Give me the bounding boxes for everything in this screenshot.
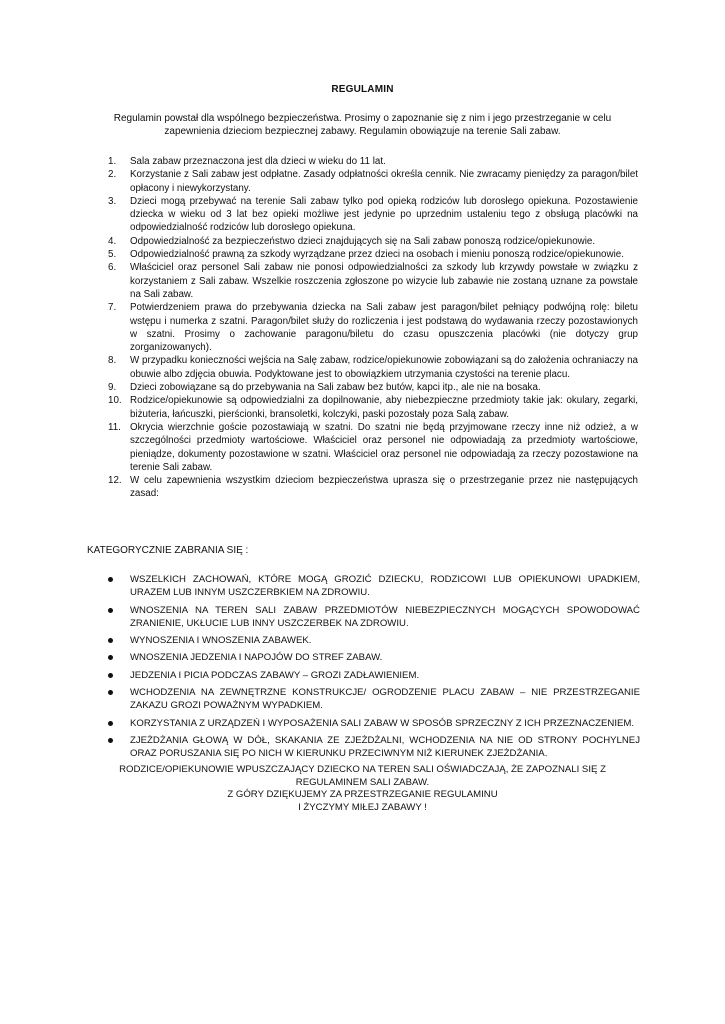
rule-text: Dzieci zobowiązane są do przebywania na Sali zabaw bez butów, kapci itp., ale nie na bosaka. <box>130 382 541 394</box>
rule-number: 6. <box>108 262 117 274</box>
forbidden-item <box>108 634 640 647</box>
bullet-icon <box>108 721 113 726</box>
bullet-icon <box>108 608 113 613</box>
rule-item <box>108 261 638 301</box>
forbidden-text: JEDZENIA I PICIA PODCZAS ZABAWY – GROZI ZADŁAWIENIEM. <box>130 669 420 681</box>
bullet-icon <box>108 690 113 695</box>
rule-number: 12. <box>108 475 122 487</box>
document-title: REGULAMIN <box>331 84 394 95</box>
forbidden-item <box>108 604 640 631</box>
rule-number: 5. <box>108 249 117 261</box>
rule-number: 2. <box>108 169 117 181</box>
rule-text: Korzystanie z Sali zabaw jest odpłatne. Zasady odpłatności określa cennik. Nie zwracamy pieniędzy za paragon/bilet opłacony i niewykorzystany. <box>130 169 638 194</box>
rule-number: 1. <box>108 156 117 167</box>
rule-text: Okrycia wierzchnie goście pozostawiają w szatni. Do szatni nie będą przyjmowane rzeczy inne niż odzież, a w szczególności przedmioty wartościowe. Właściciel oraz personel nie odpowiadają za przedmioty wartościowe, pieniądze, dokumenty pozostawione w szatni. Właściciel oraz personel nie odpowiadają za rzeczy pozostawione na terenie Sali zabaw. <box>130 421 638 473</box>
rule-item <box>108 421 638 474</box>
forbidden-item <box>108 573 640 600</box>
closing-line: Z GÓRY DZIĘKUJEMY ZA PRZESTRZEGANIE REGULAMINU <box>227 789 498 800</box>
forbidden-item <box>108 669 640 682</box>
forbidden-text: KORZYSTANIA Z URZĄDZEŃ I WYPOSAŻENIA SALI ZABAW W SPOSÓB SPRZECZNY Z ICH PRZEZNACZENIEM. <box>130 717 635 729</box>
forbidden-text: WCHODZENIA NA ZEWNĘTRZNE KONSTRUKCJE/ OGRODZENIE PLACU ZABAW – NIE PRZESTRZEGANIE ZAKAZU GROZI POWAŻNYM WYPADKIEM. <box>130 687 640 712</box>
forbidden-text: WYNOSZENIA I WNOSZENIA ZABAWEK. <box>130 635 312 647</box>
rule-text: Odpowiedzialność za bezpieczeństwo dzieci znajdujących się na Sali zabaw ponoszą rodzice/opiekunowie. <box>130 235 596 247</box>
closing-statement <box>85 764 640 814</box>
rule-number: 11. <box>108 421 121 433</box>
forbidden-item <box>108 717 640 730</box>
bullet-icon <box>108 738 113 743</box>
forbidden-text: WSZELKICH ZACHOWAŃ, KTÓRE MOGĄ GROZIĆ DZIECKU, RODZICOWI LUB OPIEKUNOWI UPADKIEM, URAZEM LUB INNYM USZCZERBKIEM NA ZDROWIU. <box>130 574 640 599</box>
rule-number: 10. <box>108 395 122 407</box>
bullet-icon <box>108 655 113 660</box>
forbidden-text: WNOSZENIA JEDZENIA I NAPOJÓW DO STREF ZABAW. <box>130 652 383 664</box>
forbidden-text: WNOSZENIA NA TEREN SALI ZABAW PRZEDMIOTÓW NIEBEZPIECZNYCH MOGĄCYCH SPOWODOWAĆ ZRANIENIE, UKŁUCIE LUB INNY USZCZERBEK NA ZDROWIU. <box>130 604 640 629</box>
bullet-icon <box>108 577 113 582</box>
forbidden-heading: KATEGORYCZNIE ZABRANIA SIĘ : <box>87 545 249 556</box>
forbidden-item <box>108 651 640 664</box>
rule-item <box>108 381 638 394</box>
rule-item <box>108 248 638 261</box>
intro-paragraph: Regulamin powstał dla wspólnego bezpieczeństwa. Prosimy o zapoznanie się z nim i jego przestrzeganie w celu zapewnienia dzieciom bezpiecznej zabawy. Regulamin obowiązuje na terenie Sali zabaw. <box>113 113 612 138</box>
rule-text: Dzieci mogą przebywać na terenie Sali zabaw tylko pod opieką rodziców lub dorosłego opiekuna. Pozostawienie dziecka w wieku od 3 lat bez opieki możliwe jest jedynie po uprzednim ustaleniu tego z obsługą placówki na odpowiedzialność rodziców lub dorosłego opiekuna. <box>130 195 638 234</box>
rule-item <box>108 474 638 501</box>
rule-text: Sala zabaw przeznaczona jest dla dzieci w wieku do 11 lat. <box>130 156 386 167</box>
rule-text: Odpowiedzialność prawną za szkody wyrządzane przez dzieci na osobach i mieniu ponoszą rodzice/opiekunowie. <box>130 249 624 261</box>
rule-number: 7. <box>108 302 117 314</box>
rule-item <box>108 354 638 381</box>
rules-list <box>108 155 638 501</box>
rule-item <box>108 168 638 195</box>
forbidden-text: ZJEŻDŻANIA GŁOWĄ W DÓŁ, SKAKANIA ZE ZJEŻDŻALNI, WCHODZENIA NA NIE OD STRONY POCHYLNEJ ORAZ PORUSZANIA SIĘ PO NICH W KIERUNKU PRZECIWNYM NIŻ KIERUNEK ZJEŻDŻANIA. <box>130 734 640 760</box>
forbidden-item <box>108 734 640 761</box>
closing-line: I ŻYCZYMY MIŁEJ ZABAWY ! <box>298 801 427 813</box>
rule-item <box>108 155 638 168</box>
forbidden-item <box>108 686 640 713</box>
rule-text: Rodzice/opiekunowie są odpowiedzialni za dopilnowanie, aby niebezpieczne przedmioty takie jak: okulary, zegarki, biżuteria, łańcuszki, pierścionki, bransoletki, kolczyki, paski pozostały poza Salą zabaw. <box>130 395 638 420</box>
rule-number: 4. <box>108 235 117 247</box>
rule-text: W przypadku konieczności wejścia na Salę zabaw, rodzice/opiekunowie zobowiązani są do założenia ochraniaczy na obuwie albo zdjęcia obuwia. Podyktowane jest to obowiązkiem utrzymania czystości na terenie placu. <box>130 355 638 380</box>
forbidden-list <box>108 573 640 765</box>
rule-text: Właściciel oraz personel Sali zabaw nie ponosi odpowiedzialności za szkody lub krzywdy powstałe w związku z korzystaniem z Sali zabaw. Wszelkie roszczenia zgłoszone po wizycie lub zabawie nie zostaną uznane za powstałe na Sali zabaw. <box>130 262 638 300</box>
rule-number: 3. <box>108 195 117 207</box>
bullet-icon <box>108 673 113 678</box>
rule-item <box>108 301 638 354</box>
rule-text: W celu zapewnienia wszystkim dzieciom bezpieczeństwa uprasza się o przestrzeganie przez nie następujących zasad: <box>130 475 638 500</box>
rule-text: Potwierdzeniem prawa do przebywania dziecka na Sali zabaw jest paragon/bilet pełniący podwójną rolę: biletu wstępu i numerka z szatni. Paragon/bilet służy do rozliczenia i jest podstawą do wydawania rzeczy pozostawionych w szatni. Prosimy o zachowanie paragonu/biletu do czasu opuszczenia placówki (nie dotyczy grup zorganizowanych). <box>130 302 638 354</box>
bullet-icon <box>108 638 113 643</box>
rule-item <box>108 394 638 421</box>
rule-number: 9. <box>108 382 117 394</box>
closing-line: RODZICE/OPIEKUNOWIE WPUSZCZAJĄCY DZIECKO NA TEREN SALI OŚWIADCZAJĄ, ŻE ZAPOZNALI SIĘ Z REGULAMINEM SALI ZABAW. <box>119 764 606 788</box>
rule-item <box>108 195 638 235</box>
rule-item <box>108 235 638 248</box>
rule-number: 8. <box>108 355 117 367</box>
